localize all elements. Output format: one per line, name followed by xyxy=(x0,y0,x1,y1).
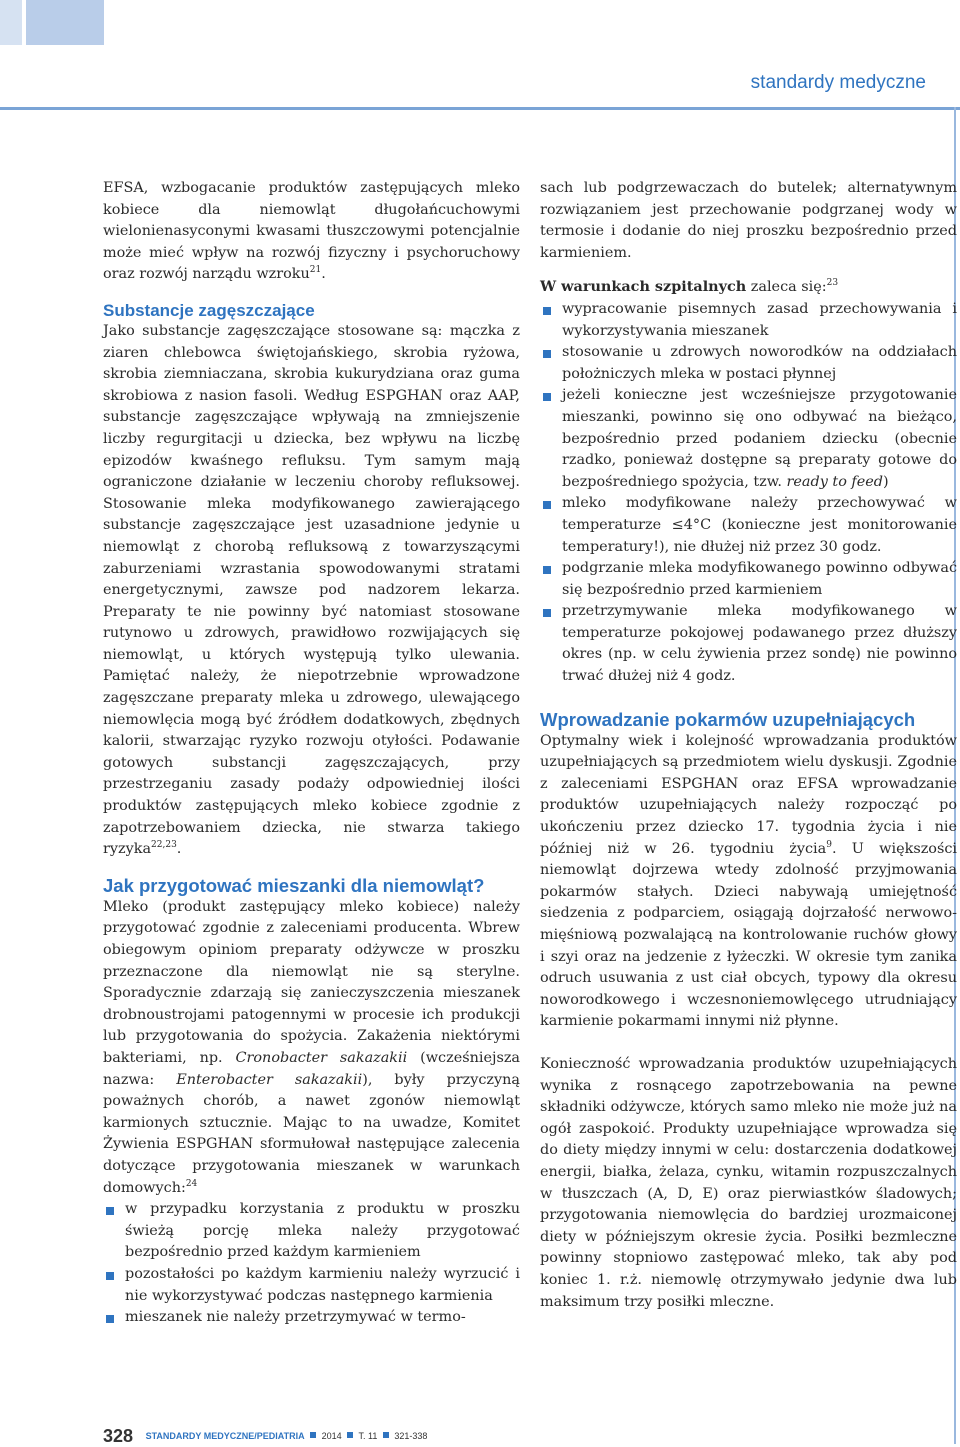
list-item: w przypadku korzystania z produktu w proszku świeżą porcję mleka należy przygotować bezpośrednio przed każdym karmieniem xyxy=(103,1199,520,1264)
list-item: podgrzanie mleka modyfikowanego powinno odbywać się bezpośrednio przed karmieniem xyxy=(540,558,957,601)
hospital-recommendations-list xyxy=(540,299,957,688)
reference: 22,23 xyxy=(151,840,177,851)
journal-name: STANDARDY MEDYCZNE/PEDIATRIA xyxy=(145,1431,305,1441)
header-decoration-dark xyxy=(26,0,104,45)
bullet-icon xyxy=(543,393,551,401)
reference: 9 xyxy=(826,839,832,850)
paragraph-efsa: EFSA, wzbogacanie produktów zastępujących mleko kobiece dla niemowląt długołańcuchowymi wielonienasyconymi kwasami tłuszczowymi potencjalnie może mieć wpływ na rozwój fizyczny i psychoruchowy oraz rozwój narządu wzroku$^{21}$. xyxy=(103,180,520,283)
header-rule xyxy=(0,107,960,110)
list-item: mieszanek nie należy przetrzymywać w termo- xyxy=(103,1307,520,1329)
list-item: przetrzymywanie mleka modyfikowanego w temperaturze pokojowej podawanego przez dłuższy okres (np. w celu żywienia przez sondę) nie powinno trwać dłużej niż 4 godz. xyxy=(540,601,957,687)
separator-icon xyxy=(383,1432,389,1438)
reference: 21 xyxy=(309,265,322,276)
heading-preparation: Jak przygotować mieszanki dla niemowląt? xyxy=(103,874,485,896)
bullet-icon xyxy=(543,307,551,315)
journal-volume: T. 11 xyxy=(358,1431,378,1441)
heading-complementary-foods: Wprowadzanie pokarmów uzupełniających xyxy=(540,708,916,730)
bullet-icon xyxy=(543,501,551,509)
paragraph-complementary-1: Optymalny wiek i kolejność wprowadzania produktów uzupełniających są przedmiotem wielu dyskusji. Zgodnie z zaleceniami ESPGHAN oraz EFSA wprowadzanie produktów uzupełniających należy rozpocząć po ukończeniu przez dziecko 17. tygodnia życia i nie później niż w 26. tygodniu życia$^9$. U większości niemowląt dojrzewa wtedy zdolność przyjmowania pokarmów stałych. Dzieci nabywają umiejętność siedzenia z podparciem, osiągają dojrzałość nerwowo-mięśniową pozwalającą na kontrolowanie ruchów głowy i szyi oraz na jedzenie z łyżeczki. W okresie tym zanika odruch usuwania z ust ciał obcych, typowy dla okresu noworodkowego i wczesnoniemowlęcego utrudniający karmienie pokarmami innymi niż płynne. xyxy=(540,732,957,1030)
journal-pages: 321-338 xyxy=(394,1431,428,1441)
paragraph-complementary-2: Konieczność wprowadzania produktów uzupełniających wynika z rosnącego zapotrzebowania na pewne składniki odżywcze, których samo mleko nie może już na ogół zaspokoić. Produkty uzupełniające wprowadza się do diety między innymi w celu: dostarczenia dodatkowej energii, białka, żelaza, cynku, witamin rozpuszczalnych w tłuszczach (A, D, E) oraz pierwiastków śladowych; przygotowania niemowlęcia do bardziej urozmaiconej diety w późniejszym okresie życia. Posiłki bezmleczne powinny stopniowo zastępować mleko, tak aby pod koniec 1. r.ż. niemowlę otrzymywało jedynie dwa lub maksimum trzy posiłki mleczne. xyxy=(540,1055,957,1310)
list-item: wypracowanie pisemnych zasad przechowywania i wykorzystywania mieszanek xyxy=(540,299,957,342)
bullet-icon xyxy=(106,1315,114,1323)
left-column xyxy=(103,178,520,1329)
reference: 23 xyxy=(826,278,839,289)
home-recommendations-list xyxy=(103,1199,520,1329)
list-item: jeżeli konieczne jest wcześniejsze przygotowanie mieszanki, powinno się ono odbywać na bieżąco, bezpośrednio przed podaniem dziecku (obecnie rzadko, ponieważ dostępne są preparaty gotowe do bezpośredniego spożycia, tzw. ready to feed) xyxy=(540,385,957,493)
bullet-icon xyxy=(543,566,551,574)
bullet-icon xyxy=(106,1207,114,1215)
hospital-intro: W warunkach szpitalnych zaleca się:$^{23}$ xyxy=(540,278,839,296)
list-item: pozostałości po każdym karmieniu należy wyrzucić i nie wykorzystywać podczas następnego karmienia xyxy=(103,1264,520,1307)
separator-icon xyxy=(310,1432,316,1438)
bullet-icon xyxy=(543,609,551,617)
section-title: standardy medyczne xyxy=(750,72,926,93)
paragraph-thermos: sach lub podgrzewaczach do butelek; alternatywnym rozwiązaniem jest przechowanie podgrzanej wody w termosie i dodanie do niej proszku bezpośrednio przed karmieniem. xyxy=(540,180,957,261)
list-item: stosowanie u zdrowych noworodków na oddziałach położniczych mleka w postaci płynnej xyxy=(540,342,957,385)
journal-year: 2014 xyxy=(321,1431,342,1441)
separator-icon xyxy=(347,1432,353,1438)
paragraph-preparation: Mleko (produkt zastępujący mleko kobiece) należy przygotować zgodnie z zaleceniami producenta. Wbrew obiegowym opiniom preparaty odżywcze w proszku przeznaczone dla niemowląt nie są sterylne. Sporadycznie zdarzają się zanieczyszczenia mieszanek drobnoustrojami patogennymi w procesie ich produkcji lub przygotowania do spożycia. Zakażenia niektórymi bakteriami, np. Cronobacter sakazakii (wcześniejsza nazwa: Enterobacter sakazakii), były przyczyną poważnych chorób, a nawet zgonów niemowląt karmionych sztucznie. Mając to na uwadze, Komitet Żywienia ESPGHAN sformułował następujące zalecenia dotyczące przygotowania mieszanek w warunkach domowych:$^{24}$ xyxy=(103,898,520,1196)
right-column xyxy=(540,178,957,1313)
page-number: 328 xyxy=(103,1426,134,1446)
heading-thickeners: Substancje zagęszczające xyxy=(103,300,315,320)
header-decoration-light xyxy=(0,0,22,45)
reference: 24 xyxy=(185,1178,198,1189)
list-item: mleko modyfikowane należy przechowywać w temperaturze ≤4°C (konieczne jest monitorowanie temperatury!), nie dłużej niż przez 30 godz. xyxy=(540,493,957,558)
bullet-icon xyxy=(106,1272,114,1280)
paragraph-thickeners: Jako substancje zagęszczające stosowane są: mączka z ziaren chlebowca świętojańskiego, skrobia ryżowa, skrobia ziemniaczana, skrobia kukurydziana oraz guma skrobiowa z nasion fasoli. Według ESPGHAN oraz AAP, substancje zagęszczające wpływają na zmniejszenie liczby regurgitacji u dziecka, bez wpływu na liczbę epizodów kwaśnego refluksu. Tym samym mają ograniczone działanie w leczeniu choroby refluksowej. Stosowanie mleka modyfikowanego zawierającego substancje zagęszczające jest uzasadnione jedynie u niemowląt z chorobą refluksową z towarzyszącymi zaburzeniami wzrastania spowodowanymi stratami energetycznymi, zawsze pod nadzorem lekarza. Preparaty te nie powinny być natomiast stosowane rutynowo u zdrowych, prawidłowo rozwijających się niemowląt, u których występują tylko ulewania. Pamiętać należy, że niepotrzebnie wprowadzone zagęszczane preparaty mleka u zdrowego, ulewającego niemowlęcia mogą być źródłem dodatkowych, zbędnych kalorii, stwarzając ryzyko rozwoju otyłości. Podawanie gotowych substancji zagęszczających, przy przestrzeganiu zasady podaży odpowiedniej ilości produktów zastępujących mleko kobiece zgodnie z zapotrzebowaniem dziecka, nie stwarza takiego ryzyka$^{22,23}$. xyxy=(103,322,520,858)
bullet-icon xyxy=(543,350,551,358)
